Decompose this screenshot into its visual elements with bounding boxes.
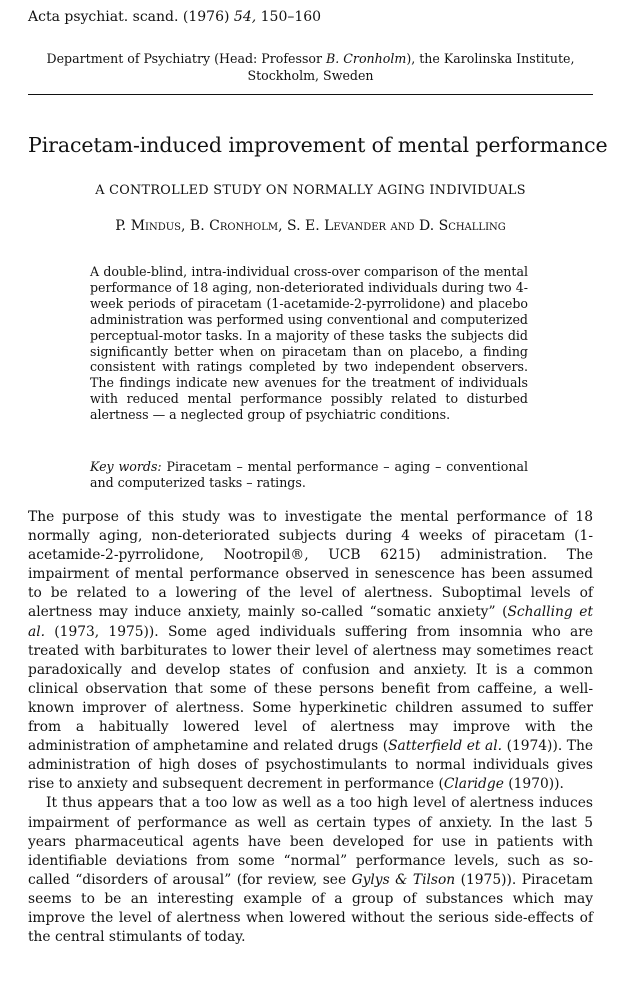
citation-schalling: Schalling et al. (28, 604, 594, 640)
keywords-text: Piracetam – mental performance – aging – conventional and computerized tasks – ratings. (90, 459, 528, 490)
affiliation (28, 50, 593, 84)
citation-gylys-tilson: Gylys & Tilson (351, 871, 456, 888)
article-authors (28, 218, 593, 234)
journal-citation (28, 9, 321, 25)
authors-text: P. Mindus, B. Cronholm, S. E. Levander and D. Schalling (115, 218, 506, 234)
affiliation-pre: Department of Psychiatry (Head: Professor (46, 51, 327, 66)
keywords (90, 459, 528, 491)
affiliation-post: ), the Karolinska Institute, Stockholm, Sweden (247, 51, 575, 83)
journal-name: Acta psychiat. scand. (1976) (28, 9, 230, 25)
body-text (28, 508, 593, 947)
body-paragraph-1 (28, 508, 593, 794)
p1-text-1: The purpose of this study was to investigate the mental performance of 18 normally aging, non-deteriorated subjects during 4 weeks of piracetam (1-acetamide-2-pyrrolidone, Nootropil®, UCB 6215) administration. The impairment of mental performance observed in senescence has been assumed to be related to a lowering of the level of alertness. Suboptimal levels of alertness may induce anxiety, mainly so-called “somatic anxiety” ( (28, 509, 593, 621)
p1-text-2: (1973, 1975)). Some aged individuals suffering from insomnia who are treated with barbiturates to lower their level of alertness may sometimes react paradoxically and develop states of confusion and anxiety. It is a common clinical observation that some of these persons benefit from caffeine, a well-known improver of alertness. Some hyperkinetic children assumed to suffer from a habitually lowered level of alertness may improve with the administration of amphetamine and related drugs ( (28, 623, 593, 755)
affiliation-head: B. Cronholm (326, 51, 407, 66)
body-paragraph-2 (28, 794, 593, 947)
p2-text-2: (1975)). Piracetam seems to be an interesting example of a group of substances which may improve the level of alertness when lowered without the serious side-effects of the central stimulants of today. (28, 871, 593, 946)
abstract: A double-blind, intra-individual cross-over comparison of the mental performance of 18 aging, non-deteriorated individuals during two 4-week periods of piracetam (1-acetamide-2-pyrrolidone) and placebo administration was performed using conventional and computerized perceptual-motor tasks. In a majority of these tasks the subjects did significantly better when on piracetam than on placebo, a finding consistent with ratings completed by two independent observers. The findings indicate new avenues for the treatment of individuals with reduced mental performance possibly related to disturbed alertness — a neglected group of psychiatric conditions. (90, 264, 528, 423)
header-rule (28, 94, 593, 95)
keywords-label: Key words: (90, 459, 162, 474)
journal-volume: 54, (233, 9, 257, 25)
p1-text-3: (1974)). The administration of high doses of psychostimulants to normal individuals gives rise to anxiety and subsequent decrement in performance ( (28, 738, 594, 793)
p1-text-4: (1970)). (503, 776, 564, 793)
journal-pages: 150–160 (260, 9, 322, 25)
citation-claridge: Claridge (443, 776, 504, 793)
article-title: Piracetam-induced improvement of mental performance (28, 133, 608, 157)
p2-text-1: It thus appears that a too low as well as a too high level of alertness induces impairment of performance as well as certain types of anxiety. In the last 5 years pharmaceutical agents have been developed for use in patients with identifiable deviations from some “normal” performance levels, such as so-called “disorders of arousal” (for review, see (28, 795, 593, 888)
citation-satterfield: Satterfield et al. (388, 738, 503, 755)
article-subtitle: A CONTROLLED STUDY ON NORMALLY AGING INDIVIDUALS (95, 183, 526, 198)
